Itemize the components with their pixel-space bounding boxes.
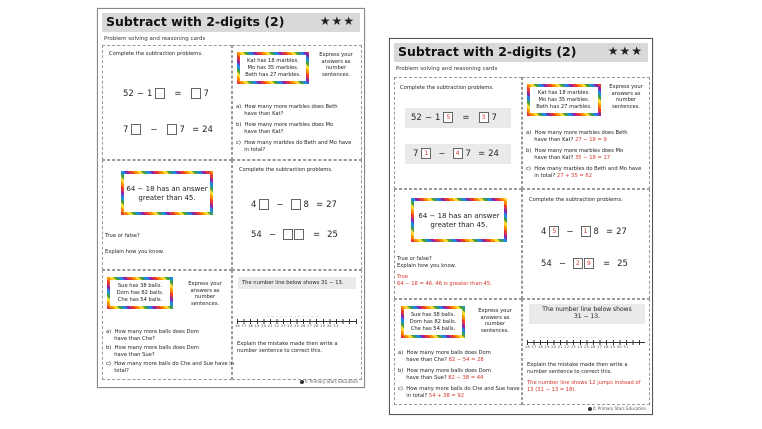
part-text: in total? — [534, 172, 556, 179]
balls-card — [401, 306, 465, 338]
eq-number: 1 — [434, 112, 441, 123]
q6-heading-box — [238, 277, 356, 289]
number-line — [527, 336, 645, 348]
answer-box[interactable]: 2 — [573, 258, 583, 269]
q3-explain: Explain how you know. — [397, 263, 457, 269]
q3-answer-1: True — [397, 274, 409, 280]
part-text: How many more marbles does Beth — [244, 104, 338, 110]
part-text: How many more balls do Che and Sue have in — [114, 361, 235, 367]
statement-card — [411, 198, 507, 242]
q2-part-c — [526, 166, 641, 179]
eq-number: 7 — [491, 112, 497, 123]
part-text: How many more balls do Che and Sue have — [406, 386, 520, 392]
explain-line: Explain the mistake made then write a — [527, 362, 628, 368]
explain-line: Explain the mistake made then write a — [237, 341, 338, 347]
part-text: have than Kat? — [534, 136, 574, 143]
q5-part-a — [398, 350, 491, 363]
card-line: Kat has 18 marbles. — [538, 90, 590, 96]
eq-operator: − — [136, 88, 144, 99]
note-line: Express your — [609, 84, 643, 90]
eq-equals: = — [477, 148, 486, 159]
note-line: number — [194, 294, 216, 301]
instruction-note — [471, 308, 519, 334]
part-label: c) — [526, 166, 531, 172]
answer-box[interactable] — [294, 229, 304, 240]
number-line-labels: 16 17 18 19 20 21 22 23 24 25 26 27 28 29 30 31 — [235, 324, 339, 328]
card-line: Beth has 27 marbles. — [536, 104, 592, 110]
answer-box[interactable]: 5 — [549, 226, 559, 237]
q6-explain — [237, 341, 338, 354]
q1-equation-1 — [123, 88, 209, 99]
q1-equation-2 — [413, 148, 499, 159]
answer-box[interactable] — [291, 199, 301, 210]
card-line: Sue has 38 balls. — [410, 312, 456, 318]
footer-text: © Primary Stars Education — [592, 406, 646, 411]
eq-operator: − — [276, 199, 284, 210]
title-bar — [394, 43, 648, 62]
part-answer: 82 − 54 = 28 — [448, 356, 484, 363]
panel-q1 — [102, 45, 232, 160]
q2-part-a — [526, 130, 628, 143]
q4-equation-2 — [541, 258, 628, 269]
footer-credit — [588, 406, 646, 411]
panel-q3 — [394, 189, 522, 299]
eq-number: 4 — [251, 199, 257, 210]
part-answer: 54 + 38 = 92 — [428, 392, 464, 399]
panel-q2 — [522, 77, 650, 189]
q3-explain: Explain how you know. — [105, 249, 165, 255]
answer-box[interactable] — [259, 199, 269, 210]
part-text: in total? — [406, 392, 428, 399]
eq-equals: = — [174, 88, 182, 99]
part-label: a) — [106, 329, 112, 335]
marbles-card — [527, 84, 601, 116]
part-label: c) — [236, 140, 241, 146]
number-line — [237, 315, 357, 327]
eq-operator: − — [558, 258, 566, 269]
eq-number: 25 — [327, 229, 338, 240]
answer-box[interactable]: 5 — [443, 112, 453, 123]
eq-number: 1 — [146, 88, 153, 99]
part-answer: 27 + 35 = 62 — [556, 172, 592, 179]
eq-number: 27 — [326, 199, 337, 210]
q5-part-c — [106, 361, 234, 374]
eq-operator: − — [566, 226, 574, 237]
jump-arcs: ‿‿‿‿‿‿‿‿‿‿‿‿ — [267, 313, 320, 317]
q3-question: True or false? — [397, 256, 432, 262]
statement-card — [121, 171, 213, 215]
note-line: answers as — [480, 314, 510, 321]
note-line: sentences. — [321, 71, 351, 78]
card-line: Kat has 18 marbles. — [247, 58, 299, 64]
q6-explain — [527, 362, 628, 375]
eq-number: 7 — [123, 124, 129, 135]
worksheet-blank — [97, 8, 365, 388]
q4-equation-2 — [251, 229, 338, 240]
q1-heading: Complete the subtraction problems. — [109, 51, 203, 57]
q1-equation-1 — [411, 112, 497, 123]
panel-q3 — [102, 160, 232, 270]
eq-operator: − — [150, 124, 158, 135]
card-line: Beth has 27 marbles. — [245, 72, 301, 78]
eq-number: 7 — [465, 148, 471, 159]
q2-part-b — [236, 122, 333, 135]
card-line: greater than 45. — [138, 194, 196, 202]
footer-text: © Primary Stars Education — [304, 379, 358, 384]
eq-number: 4 — [541, 226, 547, 237]
card-line: 64 − 18 has an answer — [418, 212, 500, 220]
heading-line: 31 − 13. — [573, 312, 601, 320]
note-line: Express your — [478, 308, 512, 314]
instruction-note — [603, 84, 649, 110]
note-line: answers as — [190, 287, 220, 294]
note-line: sentences. — [190, 300, 220, 307]
part-text: have than Kat? — [244, 128, 284, 135]
q1-heading: Complete the subtraction problems. — [400, 85, 494, 91]
eq-number: 8 — [593, 226, 599, 237]
q5-part-c — [398, 386, 520, 399]
explain-line: number sentence to correct this. — [237, 347, 323, 354]
note-line: number — [325, 65, 347, 72]
jump-arcs: ‿‿‿‿‿‿‿‿‿‿‿‿‿ — [541, 334, 599, 338]
eq-equals: = — [191, 124, 200, 135]
eq-equals: = — [605, 226, 614, 237]
explain-line: number sentence to correct this. — [527, 368, 613, 375]
part-answer: 82 − 38 = 44 — [448, 374, 484, 381]
part-text: total? — [114, 367, 129, 374]
q5-part-b — [106, 345, 199, 358]
part-label: c) — [398, 386, 403, 392]
eq-number: 24 — [488, 148, 499, 159]
q6-answer — [527, 380, 640, 393]
card-line: Sue has 38 balls. — [117, 283, 163, 289]
card-line: Dom has 82 balls. — [409, 319, 457, 325]
note-line: sentences. — [480, 327, 510, 334]
answer-box[interactable] — [155, 88, 165, 99]
part-answer: 27 − 18 = 9 — [575, 136, 607, 143]
card-line: 64 − 18 has an answer — [126, 185, 208, 193]
q4-heading: Complete the subtraction problems. — [529, 197, 623, 203]
card-line: greater than 45. — [430, 221, 488, 229]
q2-part-b — [526, 148, 623, 161]
part-text: have than Sue? — [114, 351, 155, 358]
note-line: number — [484, 321, 506, 328]
note-line: Express your — [319, 52, 353, 58]
q6-heading-box — [529, 304, 645, 324]
part-label: a) — [526, 130, 532, 136]
part-text: How many marbles do Beth and Mo have — [534, 166, 642, 172]
card-line: Che has 54 balls. — [117, 297, 163, 303]
eq-number: 54 — [541, 258, 552, 269]
panel-q6 — [522, 299, 650, 405]
note-line: answers as — [611, 90, 641, 97]
worksheet-subtitle: Problem solving and reasoning cards — [396, 66, 498, 72]
balls-card — [107, 277, 173, 309]
eq-number: 54 — [251, 229, 262, 240]
eq-equals: = — [462, 112, 470, 123]
part-text: have than Kat? — [534, 154, 574, 161]
part-label: b) — [106, 345, 112, 351]
number-line-labels: 16 17 18 19 20 21 22 23 24 25 26 27 28 29 30 31 — [525, 345, 629, 349]
eq-number: 7 — [413, 148, 419, 159]
panel-q4 — [232, 160, 362, 270]
eq-equals: = — [315, 199, 324, 210]
answer-box[interactable] — [167, 124, 177, 135]
part-text: How many more balls does Dom — [114, 329, 199, 335]
eq-number: 7 — [179, 124, 185, 135]
q4-equation-1 — [541, 226, 627, 237]
q5-part-b — [398, 368, 491, 381]
part-text: have than Che? — [406, 356, 447, 363]
part-text: have than Kat? — [244, 110, 284, 117]
note-line: sentences. — [611, 103, 641, 110]
footer-credit — [300, 379, 358, 384]
panel-q2 — [232, 45, 362, 160]
panel-q1 — [394, 77, 522, 189]
panel-q5 — [102, 270, 235, 380]
part-label: c) — [106, 361, 111, 367]
answer-box[interactable]: 3 — [479, 112, 489, 123]
answer-box[interactable] — [191, 88, 201, 99]
eq-equals: = — [602, 258, 611, 269]
q2-part-c — [236, 140, 351, 153]
q4-heading: Complete the subtraction problems. — [239, 167, 333, 173]
answer-line: The number line shows 12 jumps instead of — [527, 380, 641, 386]
panel-q5 — [394, 299, 522, 405]
part-text: How many more marbles does Mo — [534, 148, 624, 154]
instruction-note — [181, 281, 229, 307]
q6-heading: The number line below shows 31 − 13. — [242, 280, 344, 286]
card-line: Mo has 35 marbles. — [538, 97, 590, 103]
note-line: answers as — [321, 58, 351, 65]
card-line: Dom has 82 balls. — [116, 290, 164, 296]
q3-answer-2: 64 − 18 = 46. 46 is greater than 45. — [397, 281, 492, 287]
part-text: How many more balls does Dom — [406, 368, 491, 374]
brand-logo-icon — [588, 407, 592, 411]
q2-part-a — [236, 104, 338, 117]
worksheet-title: Subtract with 2-digits (2) — [398, 44, 577, 59]
eq-number: 24 — [202, 124, 213, 135]
panel-q6 — [232, 270, 362, 380]
q6-heading — [529, 307, 645, 320]
eq-number: 52 — [411, 112, 422, 123]
difficulty-stars: ★★★ — [319, 14, 355, 28]
answer-box[interactable]: 1 — [421, 148, 431, 159]
eq-number: 25 — [617, 258, 628, 269]
answer-box[interactable]: 9 — [584, 258, 594, 269]
difficulty-stars: ★★★ — [607, 44, 643, 58]
brand-logo-icon — [300, 380, 304, 384]
worksheet-subtitle: Problem solving and reasoning cards — [104, 36, 206, 42]
q1-equation-2 — [123, 124, 213, 135]
card-line: Che has 54 balls. — [410, 326, 456, 332]
worksheet-title: Subtract with 2-digits (2) — [106, 14, 285, 29]
card-line: Mo has 35 marbles. — [247, 65, 299, 71]
title-bar — [102, 13, 360, 32]
part-label: a) — [398, 350, 404, 356]
part-text: How many more balls does Dom — [406, 350, 491, 356]
part-label: a) — [236, 104, 242, 110]
part-answer: 35 − 18 = 17 — [575, 154, 611, 161]
marbles-card — [237, 52, 309, 84]
part-label: b) — [236, 122, 242, 128]
part-text: have than Che? — [114, 335, 155, 342]
answer-box[interactable]: 4 — [453, 148, 463, 159]
part-text: in total? — [244, 146, 266, 153]
q4-equation-1 — [251, 199, 337, 210]
part-text: How many more marbles does Mo — [244, 122, 334, 128]
instruction-note — [313, 52, 359, 78]
eq-operator: − — [424, 112, 432, 123]
worksheet-answers — [389, 38, 653, 415]
part-label: b) — [526, 148, 532, 154]
eq-number: 27 — [616, 226, 627, 237]
part-text: have than Sue? — [406, 374, 447, 381]
eq-operator: − — [438, 148, 446, 159]
eq-number: 52 — [123, 88, 134, 99]
answer-box[interactable] — [283, 229, 293, 240]
heading-line: The number line below shows — [542, 306, 632, 313]
part-text: How many more balls does Dom — [114, 345, 199, 351]
q3-question: True or false? — [105, 233, 140, 239]
eq-equals: = — [312, 229, 321, 240]
note-line: number — [615, 97, 637, 104]
answer-line: 13 (31 − 13 = 18). — [527, 386, 577, 393]
panel-q4 — [522, 189, 650, 299]
note-line: Express your — [188, 281, 222, 287]
part-text: How many more marbles does Beth — [534, 130, 628, 136]
eq-operator: − — [268, 229, 276, 240]
answer-box[interactable] — [131, 124, 141, 135]
part-text: How many marbles do Beth and Mo have — [244, 140, 352, 146]
eq-number: 8 — [303, 199, 309, 210]
part-label: b) — [398, 368, 404, 374]
eq-number: 7 — [203, 88, 209, 99]
answer-box[interactable]: 1 — [581, 226, 591, 237]
q5-part-a — [106, 329, 199, 342]
